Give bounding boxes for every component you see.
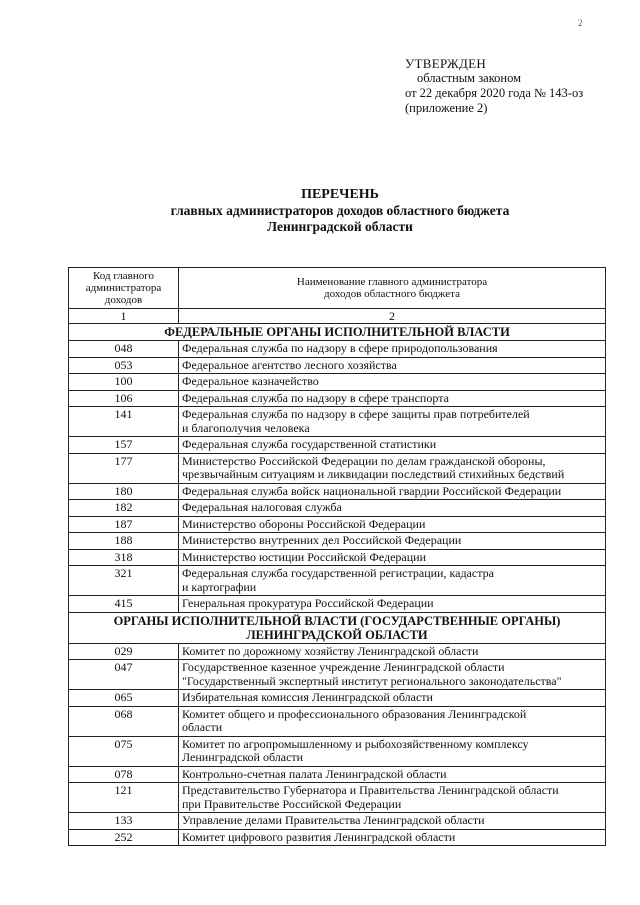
administrator-name [179, 407, 606, 437]
administrator-name [179, 596, 606, 613]
column-header-name-line: Наименование главного администратора [296, 276, 488, 288]
administrator-code: 188 [69, 533, 179, 550]
administrator-name-line: Контрольно-счетная палата Ленинградской области [182, 766, 447, 781]
section-heading-line: ЛЕНИНГРАДСКОЙ ОБЛАСТИ [246, 627, 428, 642]
document-title: ПЕРЕЧЕНЬ [301, 187, 379, 202]
table-row [69, 706, 606, 736]
table-row [69, 533, 606, 550]
administrator-name-line: Федеральная служба по надзору в сфере транспорта [182, 390, 449, 405]
table-row [69, 483, 606, 500]
administrator-code: 415 [69, 596, 179, 613]
administrator-name [179, 643, 606, 660]
administrator-name-line: области [182, 720, 223, 734]
administrator-name-line: Федеральная служба по надзору в сфере защиты прав потребителей [182, 407, 530, 421]
table-row [69, 437, 606, 454]
administrator-name [179, 766, 606, 783]
page-number: 2 [578, 18, 583, 28]
administrator-code: 141 [69, 407, 179, 437]
table-body [69, 324, 606, 846]
table-row [69, 341, 606, 358]
administrator-name-line: Федеральная служба войск национальной гвардии Российской Федерации [182, 483, 562, 498]
administrator-name [179, 690, 606, 707]
administrator-name [179, 516, 606, 533]
administrator-name [179, 357, 606, 374]
table-row [69, 374, 606, 391]
administrator-name-line: Управление делами Правительства Ленинградской области [182, 813, 485, 827]
column-number: 2 [179, 309, 606, 324]
administrator-name [179, 500, 606, 517]
administrator-name-line: Генеральная прокуратура Российской Федерации [182, 596, 434, 610]
administrator-code: 133 [69, 813, 179, 830]
approval-line: областным законом [417, 71, 522, 85]
administrator-name-line: Министерство Российской Федерации по делам гражданской обороны, [182, 453, 546, 468]
administrator-name-line: Министерство обороны Российской Федерации [182, 516, 426, 531]
administrator-name-line: Министерство юстиции Российской Федерации [182, 549, 427, 564]
administrator-name [179, 813, 606, 830]
administrator-name [179, 566, 606, 596]
administrator-code: 065 [69, 690, 179, 707]
approval-line: от 22 декабря 2020 года № 143-оз [405, 86, 584, 100]
administrator-name [179, 549, 606, 566]
administrator-name-line: Министерство внутренних дел Российской Федерации [182, 533, 462, 547]
administrator-code: 068 [69, 706, 179, 736]
administrators-table [68, 267, 606, 846]
administrator-code: 029 [69, 643, 179, 660]
table-row [69, 500, 606, 517]
administrator-code: 321 [69, 566, 179, 596]
table-row [69, 766, 606, 783]
administrator-name-line: Федеральная служба по надзору в сфере природопользования [182, 341, 498, 355]
section-row [69, 612, 606, 643]
administrator-code: 053 [69, 357, 179, 374]
administrator-name [179, 783, 606, 813]
administrator-name-line: Комитет общего и профессионального образования Ленинградской [182, 706, 527, 721]
administrator-name-line: при Правительстве Российской Федерации [182, 796, 402, 811]
administrator-name-line: Избирательная комиссия Ленинградской области [182, 690, 433, 704]
administrator-name-line: Федеральное агентство лесного хозяйства [182, 357, 397, 372]
table-row [69, 407, 606, 437]
administrator-name [179, 341, 606, 358]
administrator-code: 177 [69, 453, 179, 483]
section-heading: ФЕДЕРАЛЬНЫЕ ОРГАНЫ ИСПОЛНИТЕЛЬНОЙ ВЛАСТИ [69, 324, 606, 341]
administrator-code: 157 [69, 437, 179, 454]
administrator-name [179, 390, 606, 407]
administrator-name [179, 533, 606, 550]
document-subtitle: Ленинградской области [267, 219, 413, 234]
administrator-name [179, 374, 606, 391]
table-row [69, 813, 606, 830]
administrator-code: 180 [69, 483, 179, 500]
administrator-name-line: Федеральная служба государственной статистики [182, 437, 437, 451]
administrator-name-line: чрезвычайным ситуациям и ликвидации последствий стихийных бедствий [182, 467, 565, 481]
table-row [69, 549, 606, 566]
administrator-name-line: Федеральное казначейство [182, 374, 319, 388]
table-row [69, 690, 606, 707]
table-row [69, 596, 606, 613]
administrator-code: 048 [69, 341, 179, 358]
administrator-code: 252 [69, 829, 179, 846]
administrator-name-line: "Государственный экспертный институт регионального законодательства" [182, 673, 562, 688]
section-heading-line: ОРГАНЫ ИСПОЛНИТЕЛЬНОЙ ВЛАСТИ (ГОСУДАРСТВЕННЫЕ ОРГАНЫ) [113, 613, 561, 628]
administrator-name [179, 706, 606, 736]
administrator-code: 182 [69, 500, 179, 517]
administrator-code: 187 [69, 516, 179, 533]
administrator-name [179, 660, 606, 690]
administrator-name [179, 736, 606, 766]
document-heading [100, 187, 580, 235]
administrator-name-line: Ленинградской области [182, 750, 304, 764]
table-row [69, 516, 606, 533]
administrator-code: 075 [69, 736, 179, 766]
administrator-code: 078 [69, 766, 179, 783]
table-row [69, 390, 606, 407]
approval-line: (приложение 2) [405, 101, 488, 115]
administrator-name [179, 483, 606, 500]
table-row [69, 643, 606, 660]
table-row [69, 736, 606, 766]
administrator-name [179, 437, 606, 454]
administrator-code: 121 [69, 783, 179, 813]
administrator-name-line: и благополучия человека [182, 420, 310, 435]
administrator-name-line: Представительство Губернатора и Правительства Ленинградской области [182, 783, 559, 797]
column-header-code: Код главного администратора доходов [69, 268, 179, 309]
administrator-name-line: и картографии [182, 579, 257, 594]
administrator-code: 100 [69, 374, 179, 391]
administrator-name-line: Федеральная налоговая служба [182, 500, 342, 514]
column-header-name [179, 268, 606, 309]
table-row [69, 660, 606, 690]
column-number: 1 [69, 309, 179, 324]
table-row [69, 566, 606, 596]
table-row [69, 783, 606, 813]
administrator-name-line: Комитет по агропромышленному и рыбохозяйственному комплексу [182, 736, 529, 751]
administrator-name-line: Комитет цифрового развития Ленинградской области [182, 829, 456, 844]
approval-title: УТВЕРЖДЕН [405, 56, 487, 71]
document-subtitle: главных администраторов доходов областного бюджета [170, 203, 510, 218]
administrator-name-line: Федеральная служба государственной регистрации, кадастра [182, 566, 494, 580]
administrator-name-line: Комитет по дорожному хозяйству Ленинградской области [182, 643, 479, 658]
administrator-name [179, 829, 606, 846]
table-row [69, 453, 606, 483]
table-row [69, 829, 606, 846]
table-row [69, 357, 606, 374]
approval-stamp [405, 56, 630, 116]
administrator-code: 047 [69, 660, 179, 690]
administrator-code: 318 [69, 549, 179, 566]
section-heading [69, 612, 606, 643]
administrator-name-line: Государственное казенное учреждение Ленинградской области [182, 660, 505, 674]
column-header-name-line: доходов областного бюджета [324, 288, 460, 300]
administrator-code: 106 [69, 390, 179, 407]
administrator-name [179, 453, 606, 483]
